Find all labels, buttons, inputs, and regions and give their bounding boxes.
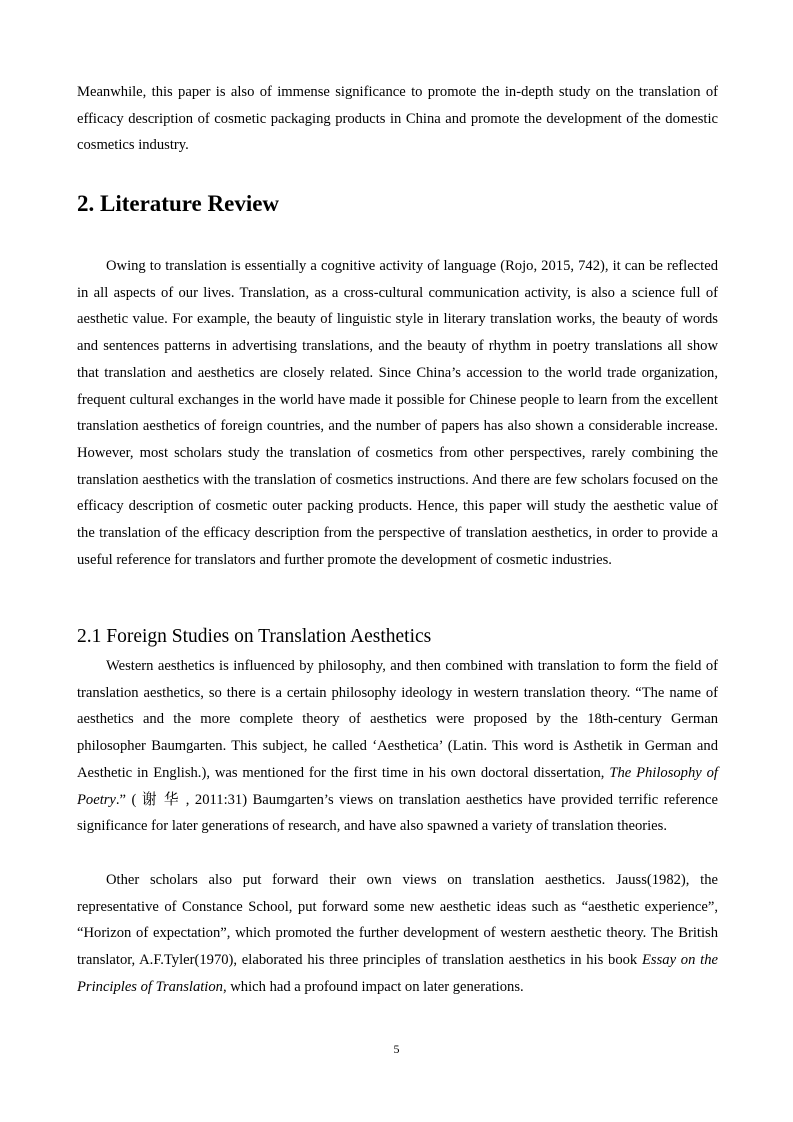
essay-principles-title: Essay on the Principles of Translation <box>77 952 718 995</box>
page-number: 5 <box>393 1042 400 1056</box>
other-scholars-paragraph <box>77 867 718 1001</box>
philosophy-of-poetry-title: The Philosophy of Poetry <box>77 764 718 808</box>
section-heading-literature-review: 2. Literature Review <box>77 191 280 216</box>
literature-review-paragraph: Owing to translation is essentially a cognitive activity of language (Rojo, 2015, 742), it can be reflected in all aspects of our lives. Translation, as a cross-cultural communication activity, is also a science full of aesthetic value. For example, the beauty of linguistic style in literary translation works, the beauty of words and sentences patterns in advertising translations, and the beauty of rhythm in poetry translations all show that translation and aesthetics are closely related. Since China’s accession to the world trade organization, frequent cultural exchanges in the world have made it possible for Chinese people to learn from the excellent translation aesthetics of foreign countries, and the number of papers has also shown a considerable increase. However, most scholars study the translation of cosmetics from other perspectives, rarely combining the translation aesthetics with the translation of cosmetics instructions. And there are few scholars focused on the efficacy description of cosmetic outer packing products. Hence, this paper will study the aesthetic value of the translation of the efficacy description from the perspective of translation aesthetics, in order to provide a useful reference for translators and further promote the development of cosmetic industries. <box>77 258 718 568</box>
other-paragraph-text-2: , which had a profound impact on later generations. <box>222 978 524 995</box>
western-paragraph-text-2: .” ( 谢 华 , 2011:31) Baumgarten’s views on translation aesthetics have provided terrific reference significance for later generations of research, and have also spawned a variety of translation theories. <box>77 791 718 835</box>
other-paragraph-text-1: Other scholars also put forward their own views on translation aesthetics. Jauss(1982), the representative of Constance School, put forward some new aesthetic ideas such as “aesthetic experience”, “Horizon of expectation”, which promoted the further development of western aesthetic theory. The British translator, A.F.Tyler(1970), elaborated his three principles of translation aesthetics in his book <box>77 872 718 969</box>
western-paragraph-text-1: Western aesthetics is influenced by philosophy, and then combined with translation to form the field of translation aesthetics, so there is a certain philosophy ideology in western translation theory. “The name of aesthetics and the more complete theory of aesthetics were proposed by the 18th-century German philosopher Baumgarten. This subject, he called ‘Aesthetica’ (Latin. This word is Asthetik in German and Aesthetic in English.), was mentioned for the first time in his own doctoral dissertation, <box>77 658 718 781</box>
subsection-heading-foreign-studies: 2.1 Foreign Studies on Translation Aesthetics <box>77 626 432 647</box>
intro-closing-paragraph: Meanwhile, this paper is also of immense significance to promote the in-depth study on the translation of efficacy description of cosmetic packaging products in China and promote the development of the domestic cosmetics industry. <box>77 84 718 154</box>
western-aesthetics-paragraph <box>77 653 718 840</box>
